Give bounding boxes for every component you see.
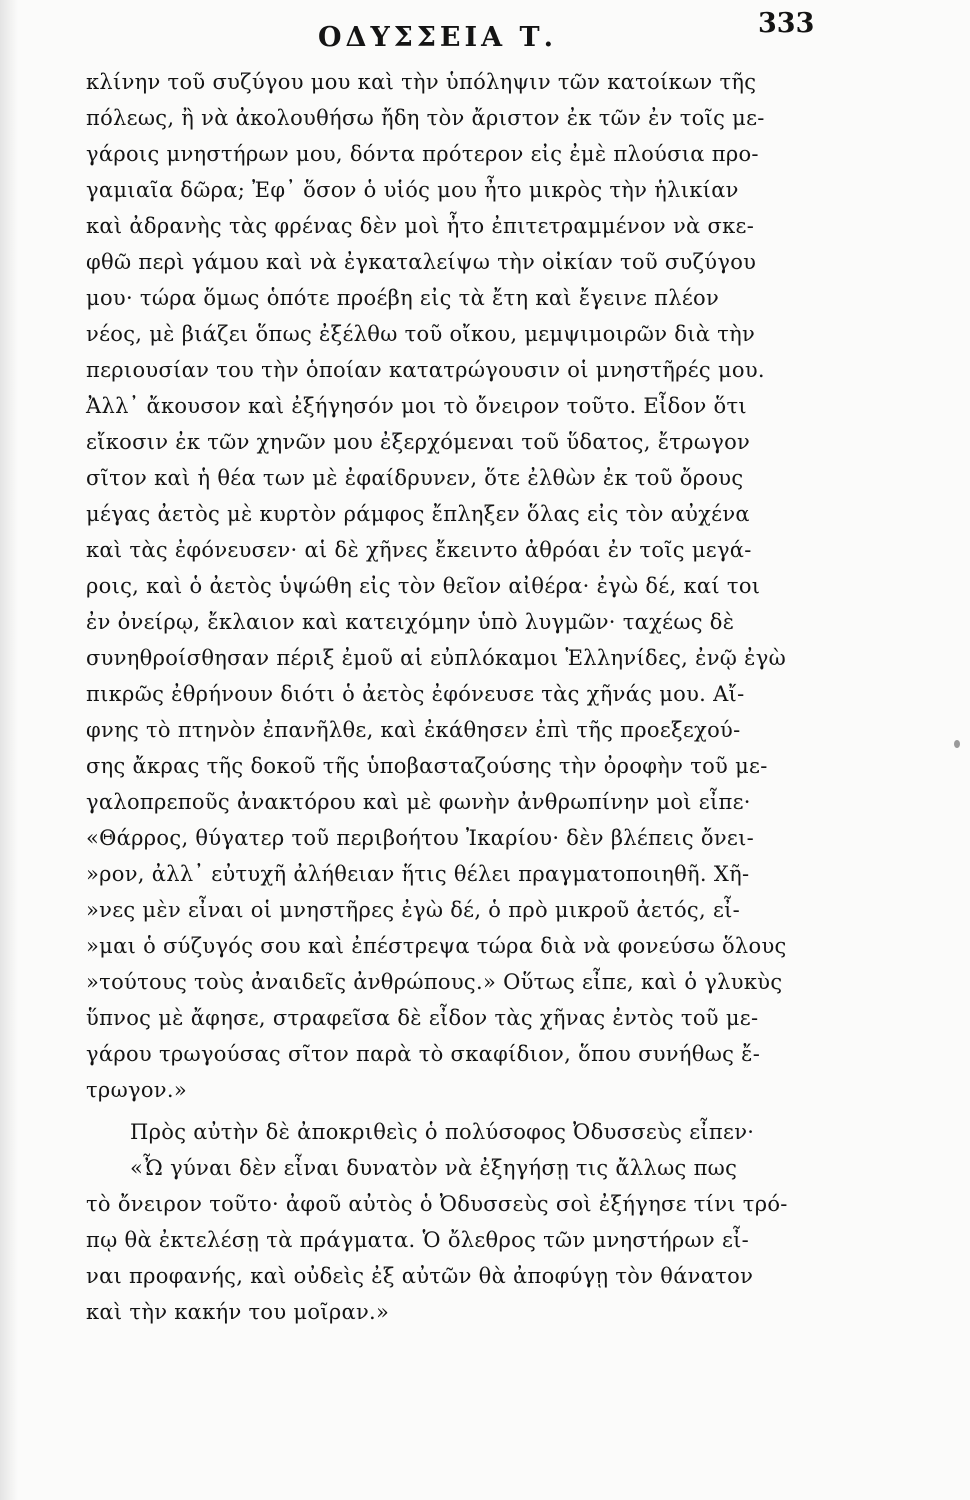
page-gutter-shadow [0, 0, 18, 1500]
text-line: μου· τώρα ὅμως ὁπότε προέβη εἰς τὰ ἔτη καὶ ἔγεινε πλέον [86, 286, 720, 310]
running-title: ΟΔΥΣΣΕΙΑ Τ. [318, 22, 557, 53]
page-header [0, 8, 970, 58]
text-line: γαλοπρεποῦς ἀνακτόρου καὶ μὲ φωνὴν ἀνθρωπίνην μοὶ εἶπε· [86, 790, 751, 814]
text-line: μέγας ἀετὸς μὲ κυρτὸν ράμφος ἔπληξεν ὅλας εἰς τὸν αὐχένα [86, 502, 750, 526]
body-text [86, 64, 826, 1330]
text-line: «Θάρρος, θύγατερ τοῦ περιβοήτου Ἰκαρίου· δὲν βλέπεις ὄνει- [86, 826, 755, 850]
paragraph-first-line: Πρὸς αὐτὴν δὲ ἀποκριθεὶς ὁ πολύσοφος Ὀδυσσεὺς εἶπεν· [130, 1120, 755, 1144]
text-line: φνης τὸ πτηνὸν ἐπανῆλθε, καὶ ἐκάθησεν ἐπὶ τῆς προεξεχού- [86, 718, 741, 742]
text-line: κλίνην τοῦ συζύγου μου καὶ τὴν ὑπόληψιν τῶν κατοίκων τῆς [86, 70, 757, 94]
text-line: περιουσίαν του τὴν ὁποίαν κατατρώγουσιν οἱ μνηστῆρές μου. [86, 358, 765, 382]
text-line: σῖτον καὶ ἡ θέα των μὲ ἐφαίδρυνεν, ὅτε ἐλθὼν ἐκ τοῦ ὄρους [86, 466, 744, 490]
text-line: γάρου τρωγούσας σῖτον παρὰ τὸ σκαφίδιον, ὅπου συνήθως ἔ- [86, 1042, 761, 1066]
text-line: σης ἄκρας τῆς δοκοῦ τῆς ὑποβασταζούσης τὴν ὀροφὴν τοῦ με- [86, 754, 768, 778]
text-line: γάροις μνηστήρων μου, δόντα πρότερον εἰς ἐμὲ πλούσια προ- [86, 142, 759, 166]
text-line: πόλεως, ἢ νὰ ἀκολουθήσω ἤδη τὸν ἄριστον ἐκ τῶν ἐν τοῖς με- [86, 106, 765, 130]
text-line: εἴκοσιν ἐκ τῶν χηνῶν μου ἐξερχόμεναι τοῦ ὕδατος, ἔτρωγον [86, 430, 751, 454]
text-line: ἐν ὀνείρῳ, ἔκλαιον καὶ κατειχόμην ὑπὸ λυγμῶν· ταχέως δὲ [86, 610, 735, 634]
text-line: φθῶ περὶ γάμου καὶ νὰ ἐγκαταλείψω τὴν οἰκίαν τοῦ συζύγου [86, 250, 757, 274]
text-line: Ἀλλ᾽ ἄκουσον καὶ ἐξήγησόν μοι τὸ ὄνειρον τοῦτο. Εἶδον ὅτι [86, 394, 747, 418]
text-line: »μαι ὁ σύζυγός σου καὶ ἐπέστρεψα τώρα διὰ νὰ φονεύσω ὅλους [86, 934, 787, 958]
text-line: καὶ ἀδρανὴς τὰς φρένας δὲν μοὶ ἦτο ἐπιτετραμμένον νὰ σκε- [86, 214, 755, 238]
text-line: ὕπνος μὲ ἄφησε, στραφεῖσα δὲ εἶδον τὰς χῆνας ἐντὸς τοῦ με- [86, 1006, 759, 1030]
text-line: »νες μὲν εἶναι οἱ μνηστῆρες ἐγὼ δέ, ὁ πρὸ μικροῦ ἀετός, εἶ- [86, 898, 741, 922]
text-line: τρωγον.» [86, 1078, 187, 1102]
text-line: »ρον, ἀλλ᾽ εὐτυχῆ ἀλήθειαν ἥτις θέλει πραγματοποιηθῆ. Χῆ- [86, 862, 750, 886]
page-number: 333 [758, 8, 815, 39]
text-line: γαμιαῖα δῶρα; Ἐφ᾽ ὅσον ὁ υἱός μου ἦτο μικρὸς τὴν ἡλικίαν [86, 178, 739, 202]
text-line: «Ὦ γύναι δὲν εἶναι δυνατὸν νὰ ἐξηγήσῃ τις ἄλλως πως [130, 1156, 738, 1180]
text-line: πικρῶς ἐθρήνουν διότι ὁ ἀετὸς ἐφόνευσε τὰς χῆνάς μου. Αἴ- [86, 682, 745, 706]
paper-speck [954, 740, 960, 748]
text-line: πῳ θὰ ἐκτελέσῃ τὰ πράγματα. Ὁ ὄλεθρος τῶν μνηστήρων εἶ- [86, 1228, 750, 1252]
text-line: ροις, καὶ ὁ ἀετὸς ὑψώθη εἰς τὸν θεῖον αἰθέρα· ἐγὼ δέ, καί τοι [86, 574, 761, 598]
text-line: συνηθροίσθησαν πέριξ ἐμοῦ αἱ εὐπλόκαμοι Ἑλληνίδες, ἐνῷ ἐγὼ [86, 646, 787, 670]
text-line: καὶ τὴν κακήν του μοῖραν.» [86, 1300, 390, 1324]
text-line: νέος, μὲ βιάζει ὅπως ἐξέλθω τοῦ οἴκου, μεμψιμοιρῶν διὰ τὴν [86, 322, 756, 346]
text-line: καὶ τὰς ἐφόνευσεν· αἱ δὲ χῆνες ἔκειντο ἀθρόαι ἐν τοῖς μεγά- [86, 538, 752, 562]
text-line: »τούτους τοὺς ἀναιδεῖς ἀνθρώπους.» Οὕτως εἶπε, καὶ ὁ γλυκὺς [86, 970, 783, 994]
text-line: ναι προφανής, καὶ οὐδεὶς ἐξ αὐτῶν θὰ ἀποφύγῃ τὸν θάνατον [86, 1264, 754, 1288]
text-line: τὸ ὄνειρον τοῦτο· ἀφοῦ αὐτὸς ὁ Ὀδυσσεὺς σοὶ ἐξήγησε τίνι τρό- [86, 1192, 788, 1216]
